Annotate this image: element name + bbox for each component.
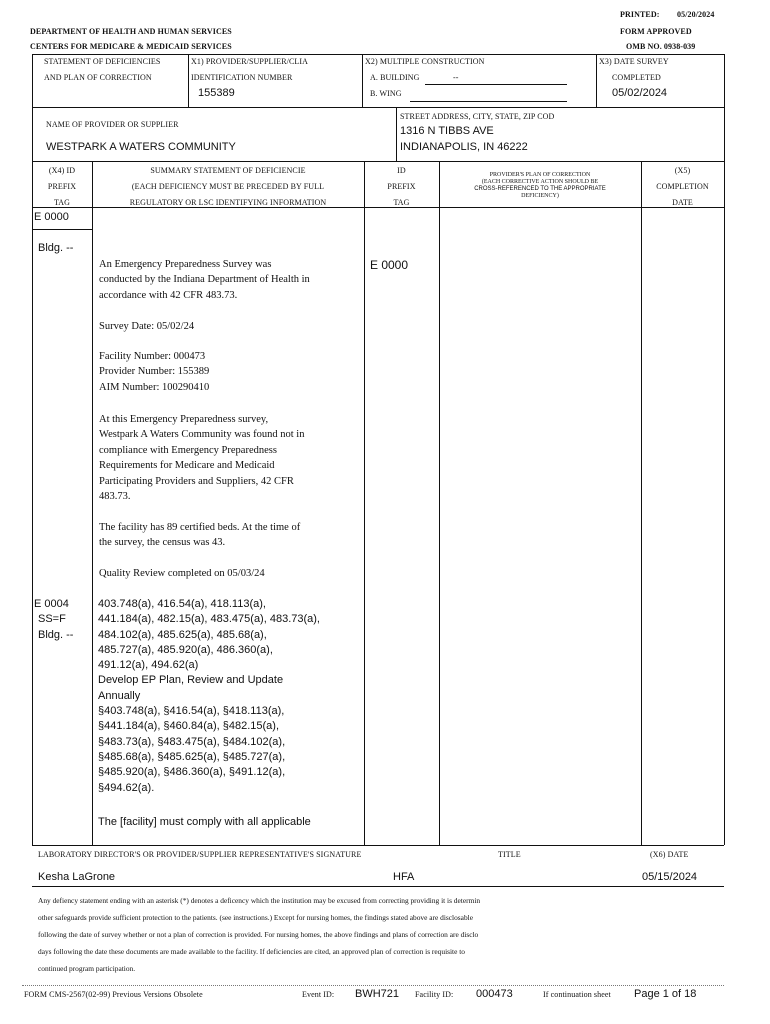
- paragraph-intro: An Emergency Preparedness Survey was conducted by the Indiana Department of Health in accordance with 42 CFR 483.73.: [99, 259, 310, 301]
- signature-label: LABORATORY DIRECTOR'S OR PROVIDER/SUPPLIER REPRESENTATIVE'S SIGNATURE: [38, 850, 362, 859]
- building-label: A. BUILDING: [370, 73, 420, 82]
- x3-label-2: COMPLETED: [612, 73, 661, 82]
- page-number: Page 1 of 18: [634, 988, 697, 1000]
- x5-header-1: (X5): [674, 166, 691, 175]
- x4-header-3: TAG: [53, 198, 71, 207]
- tag-e0000: E 0000: [34, 211, 69, 223]
- omb-number: OMB NO. 0938-039: [626, 42, 696, 51]
- tag-e0004: E 0004: [34, 598, 69, 610]
- paragraph-beds: The facility has 89 certified beds. At the time of the survey, the census was 43.: [99, 522, 301, 549]
- form-approved: FORM APPROVED: [620, 27, 692, 36]
- city-state-zip: INDIANAPOLIS, IN 46222: [400, 141, 528, 153]
- id-header-1: ID: [397, 166, 406, 175]
- plan-header-1: PROVIDER'S PLAN OF CORRECTION: [489, 172, 591, 178]
- title-label: TITLE: [498, 850, 521, 859]
- provider-id-number: 155389: [198, 87, 235, 99]
- summary-header-3: REGULATORY OR LSC IDENTIFYING INFORMATION: [129, 198, 327, 207]
- paragraph-regulations: 403.748(a), 416.54(a), 418.113(a), 441.184(a), 482.15(a), 483.475(a), 483.73(a), 484.102(a), 485.625(a), 485.68(a), 485.727(a), 485.920(a), 486.360(a), 491.12(a), 494.62(a) Develop EP Plan, Review and Update Annually §403.748(a), §416.54(a), §418.113(a), §441.184(a), §460.84(a), §482.15(a), §483.73(a), §483.475(a), §484.102(a), §485.68(a), §485.625(a), §485.727(a), §485.920(a), §486.360(a), §491.12(a), §494.62(a).: [98, 598, 320, 794]
- paragraph-must-comply: The [facility] must comply with all applicable: [98, 816, 311, 828]
- x2-label: X2) MULTIPLE CONSTRUCTION: [365, 57, 485, 66]
- facility-id: 000473: [476, 988, 513, 1000]
- x6-date-label: (X6) DATE: [650, 850, 689, 859]
- signature-date: 05/15/2024: [642, 871, 698, 883]
- x4-header-1: (X4) ID: [48, 166, 76, 175]
- x1-label-1: X1) PROVIDER/SUPPLIER/CLIA: [191, 57, 309, 66]
- disclaimer: Any defiency statement ending with an asterisk (*) denotes a deficency which the institution may be excused from correcting providing it is determin other safeguards provide sufficient protection to the patients. (see instructions.) Except for nursing homes, the findings stated above are disclosable following the date of survey whether or not a plan of correction is provided. For nursing homes, the above findings and plans of correction are disclo days following the date these documents are made available to the facility. If deficiencies are cited, an approved plan of correction is requisite to continued program participation.: [38, 896, 481, 973]
- provider-name: WESTPARK A WATERS COMMUNITY: [46, 141, 236, 153]
- bldg-1: Bldg. --: [38, 242, 74, 254]
- paragraph-compliance: At this Emergency Preparedness survey, Westpark A Waters Community was found not in compliance with Emergency Preparedness Requirements for Medicare and Medicaid Participating Providers and Suppliers, 42 CFR 483.73.: [99, 414, 305, 503]
- tag-e0004-block: [34, 597, 73, 643]
- cms-name: CENTERS FOR MEDICARE & MEDICAID SERVICES: [30, 42, 232, 51]
- x5-header-3: DATE: [672, 198, 693, 207]
- x5-header-2: COMPLETION: [656, 182, 709, 191]
- bldg-2: Bldg. --: [38, 628, 74, 641]
- printed-date: 05/20/2024: [677, 10, 715, 19]
- continuation-sheet-label: If continuation sheet: [543, 990, 611, 999]
- survey-completed-date: 05/02/2024: [612, 87, 668, 99]
- x1-label-2: IDENTIFICATION NUMBER: [191, 73, 293, 82]
- printed-label: PRINTED:: [620, 10, 660, 19]
- building-value: --: [453, 73, 459, 82]
- id-header-3: TAG: [393, 198, 410, 207]
- statement-label-2: AND PLAN OF CORRECTION: [44, 73, 152, 82]
- event-id: BWH721: [355, 988, 400, 1000]
- summary-header-1: SUMMARY STATEMENT OF DEFICIENCIE: [150, 166, 306, 175]
- signature-name: Kesha LaGrone: [38, 871, 116, 883]
- facility-id-label: Facility ID:: [415, 990, 454, 999]
- street-address: 1316 N TIBBS AVE: [400, 125, 494, 137]
- address-label: STREET ADDRESS, CITY, STATE, ZIP COD: [400, 112, 555, 121]
- right-tag-e0000: E 0000: [370, 258, 409, 272]
- x3-label-1: X3) DATE SURVEY: [599, 57, 669, 66]
- paragraph-facility-numbers: Facility Number: 000473 Provider Number: 155389 AIM Number: 100290410: [99, 351, 210, 393]
- dept-name: DEPARTMENT OF HEALTH AND HUMAN SERVICES: [30, 27, 232, 36]
- x4-header-2: PREFIX: [47, 182, 77, 191]
- paragraph-survey-date: Survey Date: 05/02/24: [99, 321, 195, 332]
- plan-header-2: (EACH CORRECTIVE ACTION SHOULD BE: [481, 179, 599, 185]
- statement-label-1: STATEMENT OF DEFICIENCIES: [44, 57, 161, 66]
- form-number: FORM CMS-2567(02-99) Previous Versions Obsolete: [24, 990, 203, 999]
- provider-name-label: NAME OF PROVIDER OR SUPPLIER: [46, 120, 179, 129]
- signature-title: HFA: [393, 871, 415, 883]
- summary-header-2: (EACH DEFICIENCY MUST BE PRECEDED BY FULL: [131, 182, 325, 191]
- plan-header-3: CROSS-REFERENCED TO THE APPROPRIATE: [474, 186, 606, 192]
- wing-label: B. WING: [370, 89, 402, 98]
- plan-header-4: DEFICIENCY): [521, 193, 559, 199]
- paragraph-quality-review: Quality Review completed on 05/03/24: [99, 568, 265, 579]
- scope-severity: SS=F: [38, 613, 66, 626]
- event-id-label: Event ID:: [302, 990, 335, 999]
- id-header-2: PREFIX: [387, 182, 416, 191]
